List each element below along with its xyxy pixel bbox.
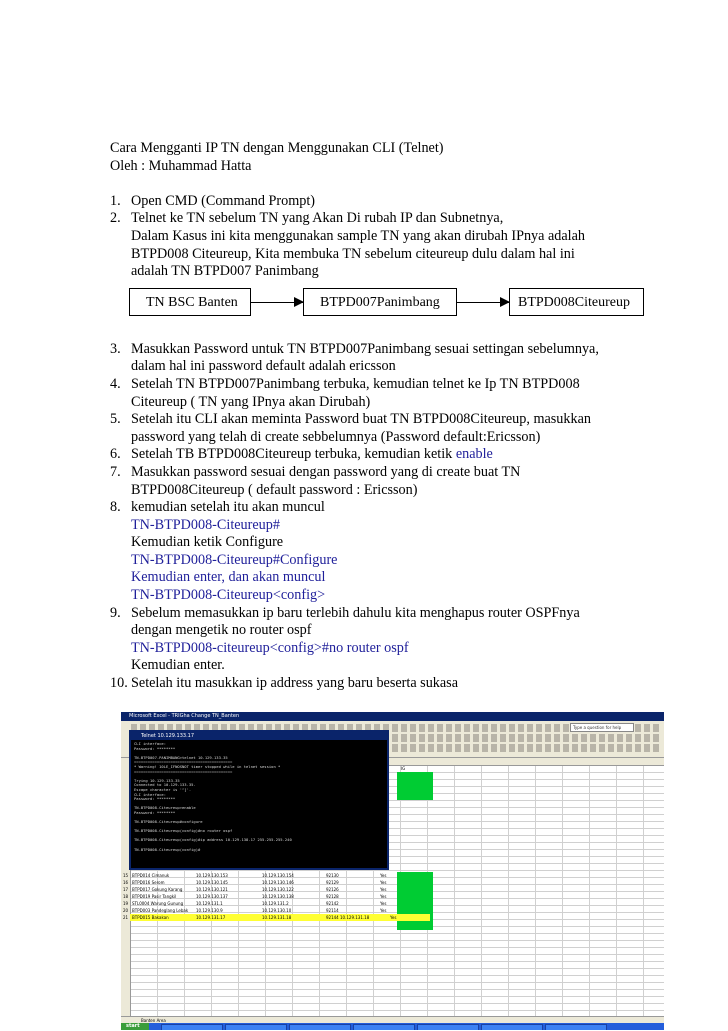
sheet-tab[interactable]: Banten Area xyxy=(141,1018,166,1023)
list-item: 8. kemudian setelah itu akan muncul TN-BTPD008-Citeureup# Kemudian ketik Configure TN-BTPD008-Citeureup#Configure Kemudian enter, dan akan muncul TN-BTPD008-Citeureup<config> xyxy=(110,499,670,605)
taskbar xyxy=(121,1023,664,1030)
command-text: TN-BTPD008-Citeureup<config> xyxy=(131,587,326,604)
taskbar-item[interactable] xyxy=(545,1024,607,1030)
table-row: 20 BTPD003 Pandeglang Lebak 10.129.130.9 10.129.130.10 92114 Yes xyxy=(123,908,387,913)
taskbar-item[interactable] xyxy=(353,1024,415,1030)
flow-box-panimbang: BTPD007Panimbang xyxy=(303,288,457,316)
list-item: 7. Masukkan password sesuai dengan password yang di create buat TN BTPD008Citeureup ( default password : Ericsson) xyxy=(110,463,521,498)
command-text: TN-BTPD008-citeureup<config>#no router ospf xyxy=(131,639,409,656)
telnet-output: CLI interface: Password: ******** TN-BTPD007-PANIMBANG>telnet 10.129.133.35 =========================================== * Warning! 10LE_IFNOSNOT timer stopped while in telnet session * =========================================== Trying 10.129.133.35 Connected to 10.129.133.35. Escape character is '^]'. CLI interface: Password: ******** TN-BTPD008-Citeureup>enable Password: ******** TN-BTPD008-Citeureup#configure TN-BTPD008-Citeureup(config)#no router ospf TN-BTPD008-Citeureup(config)#ip address 10.129.138.17 255.255.255.240 TN-BTPD008-Citeureup(config)# xyxy=(134,741,292,852)
cell-ig: IG xyxy=(401,766,406,771)
taskbar-item[interactable] xyxy=(481,1024,543,1030)
list-item: 2. Telnet ke TN sebelum TN yang Akan Di rubah IP dan Subnetnya, Dalam Kasus ini kita menggunakan sample TN yang akan dirubah IPnya adalah BTPD008 Citeureup, Kita membuka TN sebelum citeureup dulu dalam hal ini adalah TN BTPD007 Panimbang xyxy=(110,210,586,280)
green-cells xyxy=(397,772,433,800)
list-item: 5. Setelah itu CLI akan meminta Password buat TN BTPD008Citeureup, masukkan password yang telah di create sebbelumnya (Password default:Ericsson) xyxy=(110,411,591,445)
flow-box-citeureup: BTPD008Citeureup xyxy=(509,288,644,316)
list-item: 3. Masukkan Password untuk TN BTPD007Panimbang sesuai settingan sebelumnya, dalam hal ini password default adalah ericsson xyxy=(110,340,599,375)
flow-arrow xyxy=(251,302,303,303)
telnet-window[interactable] xyxy=(129,730,389,870)
command-text: Kemudian enter, dan akan muncul xyxy=(131,569,326,586)
document-body xyxy=(110,140,670,693)
table-row: 16 BTPD016 Serom 10.129.130.145 10.129.130.146 92129 Yes xyxy=(123,880,387,885)
list-item: 10. Setelah itu masukkan ip address yang baru beserta sukasa xyxy=(110,675,459,692)
sheet-tab-bar xyxy=(121,1016,664,1023)
taskbar-item[interactable] xyxy=(417,1024,479,1030)
table-row-highlighted: 21 BTPD015 Bakakan 10.129.131.17 10.129.131.18 92144 10.129.131.18 Yes xyxy=(130,914,430,921)
document-author: Oleh : Muhammad Hatta xyxy=(110,157,252,174)
command-text: TN-BTPD008-Citeureup#Configure xyxy=(131,551,338,568)
taskbar-item[interactable] xyxy=(161,1024,223,1030)
list-item: 9. Sebelum memasukkan ip baru terlebih dahulu kita menghapus router OSPFnya dengan mengetik no router ospf TN-BTPD008-citeureup<config>#no router ospf Kemudian enter. xyxy=(110,605,670,675)
start-button[interactable]: start xyxy=(121,1023,149,1030)
list-item: 4. Setelah TN BTPD007Panimbang terbuka, kemudian telnet ke Ip TN BTPD008 Citeureup ( TN yang IPnya akan Dirubah) xyxy=(110,375,580,410)
command-text: TN-BTPD008-Citeureup# xyxy=(131,516,280,533)
flow-box-bsc-banten: TN BSC Banten xyxy=(129,288,251,316)
telnet-title-bar: Telnet 10.129.133.17 xyxy=(131,732,387,740)
command-text: enable xyxy=(455,446,493,463)
flow-arrow xyxy=(457,302,509,303)
document-title: Cara Mengganti IP TN dengan Menggunakan CLI (Telnet) xyxy=(110,140,444,156)
flow-diagram xyxy=(129,288,644,318)
spreadsheet-rows xyxy=(123,872,430,921)
embedded-screenshot xyxy=(121,712,664,1030)
list-item: 6. Setelah TB BTPD008Citeureup terbuka, kemudian ketik enable xyxy=(110,446,493,463)
help-search-input[interactable]: Type a question for help xyxy=(570,723,634,732)
list-item: 1. Open CMD (Command Prompt) xyxy=(110,192,316,209)
taskbar-item[interactable] xyxy=(289,1024,351,1030)
excel-title-bar: Microsoft Excel - TRIGha Change TN_Banten xyxy=(121,712,664,721)
table-row: 15 BTPD014 Cimanuk 10.129.130.153 10.129.130.154 92130 Yes xyxy=(123,873,387,878)
table-row: 18 BTPD019 Pasir Tangkil 10.129.130.137 10.129.130.138 92128 Yes xyxy=(123,894,387,899)
table-row: 17 BTPD017 Gokung Karang 10.129.130.121 10.129.130.122 92126 Yes xyxy=(123,887,387,892)
table-row: 19 STL0004 Warung Gunung 10.129.131.1 10.129.131.2 92142 Yes xyxy=(123,901,387,906)
taskbar-item[interactable] xyxy=(225,1024,287,1030)
